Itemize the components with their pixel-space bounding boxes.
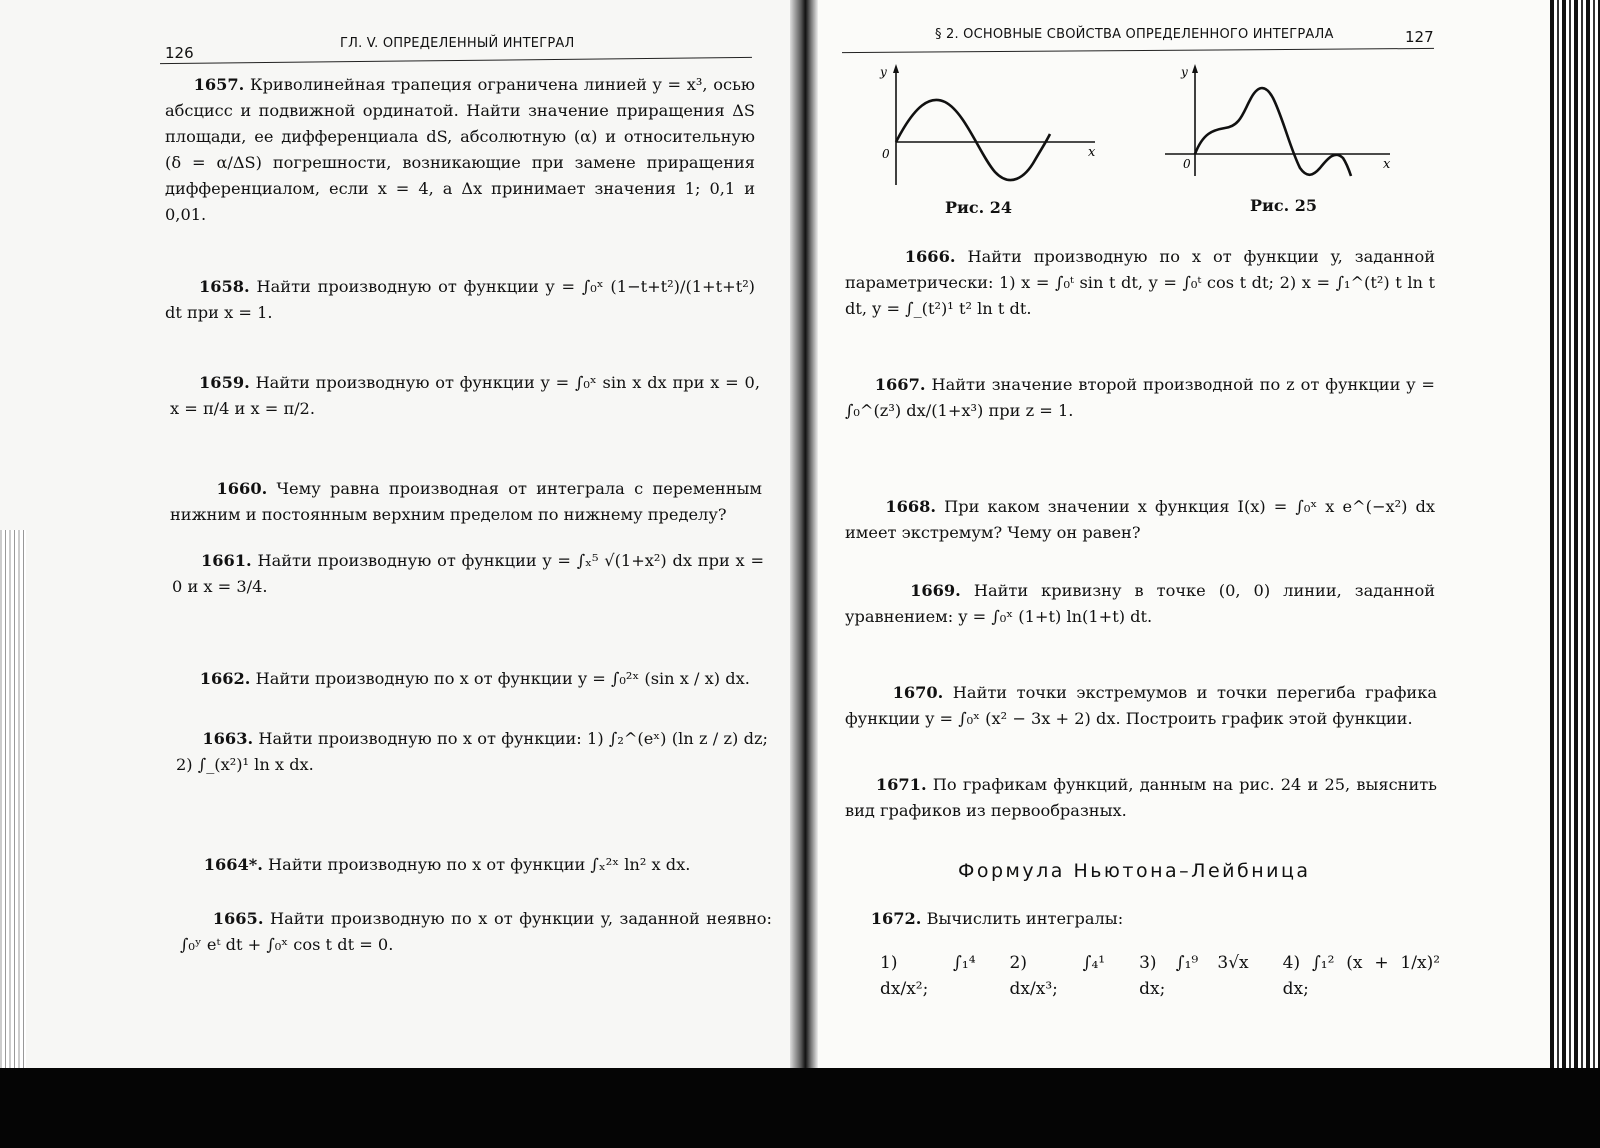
integral-item: 1) ∫₁⁴ dx/x²; — [880, 953, 976, 999]
problem-number: 1663. — [202, 729, 254, 748]
x-axis-label: x — [1088, 145, 1096, 160]
integral-item: 2) ∫₄¹ dx/x³; — [1009, 953, 1106, 999]
problem-1661 — [172, 548, 764, 600]
problem-1657 — [165, 72, 755, 228]
problem-1671 — [845, 772, 1437, 824]
problem-text: Найти производную по x от функции y = ∫₀²ˣ (sin x / x) dx. — [255, 669, 750, 688]
problem-1659 — [170, 370, 760, 422]
problem-1668 — [845, 494, 1435, 546]
problem-text: Найти производную по x от функции: 1) ∫₂^(eˣ) (ln z / z) dz; 2) ∫_(x²)¹ ln x dx. — [176, 729, 768, 774]
page-stack-edge-right — [1550, 0, 1600, 1100]
problem-number: 1658. — [199, 277, 250, 296]
problem-number: 1668. — [885, 497, 937, 516]
problem-1662 — [174, 666, 766, 692]
problem-1660 — [170, 476, 762, 528]
figure-25-caption: Рис. 25 — [1250, 196, 1318, 215]
figure-24 — [870, 60, 1110, 195]
figure-24-caption: Рис. 24 — [945, 198, 1013, 217]
problem-number: 1657. — [193, 75, 245, 94]
problem-1658 — [165, 274, 755, 326]
problem-text: Найти производную по x от функции ∫ₓ²ˣ ln² x dx. — [268, 855, 691, 874]
problem-1665 — [180, 906, 772, 958]
problem-number: 1667. — [874, 375, 926, 394]
problem-number: 1665. — [212, 909, 264, 928]
problem-number: 1660. — [216, 479, 268, 498]
problem-text: Найти производную от функции y = ∫ₓ⁵ √(1+x²) dx при x = 0 и x = 3/4. — [172, 551, 765, 596]
scan-shadow — [0, 1068, 1600, 1148]
problem-number: 1671. — [875, 775, 927, 794]
problem-1666 — [845, 244, 1435, 322]
problem-1672-items — [880, 950, 1440, 1002]
figure-25 — [1165, 58, 1405, 193]
problem-text: Чему равна производная от интеграла с переменным нижним и постоянным верхним пределом по нижнему пределу? — [170, 479, 762, 524]
problem-text: По графикам функций, данным на рис. 24 и 25, выяснить вид графиков из первообразных. — [845, 775, 1437, 820]
problem-number: 1672. — [870, 909, 922, 928]
book-spine — [790, 0, 818, 1100]
y-axis-label: y — [1181, 65, 1188, 79]
problem-text: Найти точки экстремумов и точки перегиба графика функции y = ∫₀ˣ (x² − 3x + 2) dx. Построить график этой функции. — [845, 683, 1437, 728]
problem-1664 — [178, 852, 770, 878]
integral-item: 3) ∫₁⁹ 3√x dx; — [1139, 953, 1249, 999]
running-header-left: ГЛ. V. ОПРЕДЕЛЕННЫЙ ИНТЕГРАЛ — [340, 36, 575, 51]
problem-1672 — [845, 906, 1437, 932]
problem-text: Найти производную от функции y = ∫₀ˣ (1−t+t²)/(1+t+t²) dt при x = 1. — [165, 277, 755, 322]
curve-fig24 — [896, 100, 1050, 180]
integral-item: 4) ∫₁² (x + 1/x)² dx; — [1282, 953, 1441, 999]
problem-number: 1669. — [910, 581, 961, 600]
problem-text: При каком значении x функция I(x) = ∫₀ˣ x e^(−x²) dx имеет экстремум? Чему он равен? — [845, 497, 1435, 542]
problem-text: Найти кривизну в точке (0, 0) линии, заданной уравнением: y = ∫₀ˣ (1+t) ln(1+t) dt. — [845, 581, 1435, 626]
problem-text: Найти значение второй производной по z от функции y = ∫₀^(z³) dx/(1+x³) при z = 1. — [845, 375, 1435, 420]
problem-number: 1662. — [199, 669, 251, 688]
problem-number: 1659. — [199, 373, 250, 392]
problem-text: Вычислить интегралы: — [926, 909, 1124, 928]
problem-number: 1670. — [892, 683, 944, 702]
origin-label: 0 — [882, 147, 890, 161]
problem-1670 — [845, 680, 1437, 732]
page-number-right: 127 — [1405, 28, 1434, 46]
running-header-right: § 2. ОСНОВНЫЕ СВОЙСТВА ОПРЕДЕЛЕННОГО ИНТЕГРАЛА — [935, 27, 1334, 42]
problem-text: Найти производную от функции y = ∫₀ˣ sin x dx при x = 0, x = π/4 и x = π/2. — [170, 373, 760, 418]
problem-text: Найти производную по x от функции y, заданной параметрически: 1) x = ∫₀ᵗ sin t dt, y = ∫₀ᵗ cos t dt; 2) x = ∫₁^(t²) t ln t dt, y = ∫_(t²)¹ t² ln t dt. — [845, 247, 1435, 318]
curve-fig25 — [1195, 88, 1351, 176]
x-axis-label: x — [1383, 157, 1391, 172]
origin-label: 0 — [1183, 157, 1191, 171]
section-title: Формула Ньютона–Лейбница — [958, 860, 1311, 882]
y-axis-arrow-icon — [1192, 64, 1198, 73]
problem-number: 1666. — [904, 247, 956, 266]
problem-1667 — [845, 372, 1435, 424]
y-axis-arrow-icon — [893, 64, 899, 73]
y-axis-label: y — [880, 65, 887, 79]
problem-1663 — [176, 726, 768, 778]
page-number-left: 126 — [165, 44, 194, 62]
problem-number: 1661. — [200, 551, 252, 570]
problem-text: Найти производную по x от функции y, заданной неявно: ∫₀ʸ eᵗ dt + ∫₀ˣ cos t dt = 0. — [180, 909, 772, 954]
page-stack-edge-left — [0, 530, 26, 1070]
problem-text: Криволинейная трапеция ограничена линией y = x³, осью абсцисс и подвижной ординатой. Найти значение приращения ΔS площади, ее дифференциала dS, абсолютную (α) и относительную (δ = α/ΔS) погрешности, возникающие при замене приращения дифференциалом, если x = 4, а Δx принимает значения 1; 0,1 и 0,01. — [165, 75, 756, 224]
problem-number: 1664*. — [203, 855, 263, 874]
problem-1669 — [845, 578, 1435, 630]
